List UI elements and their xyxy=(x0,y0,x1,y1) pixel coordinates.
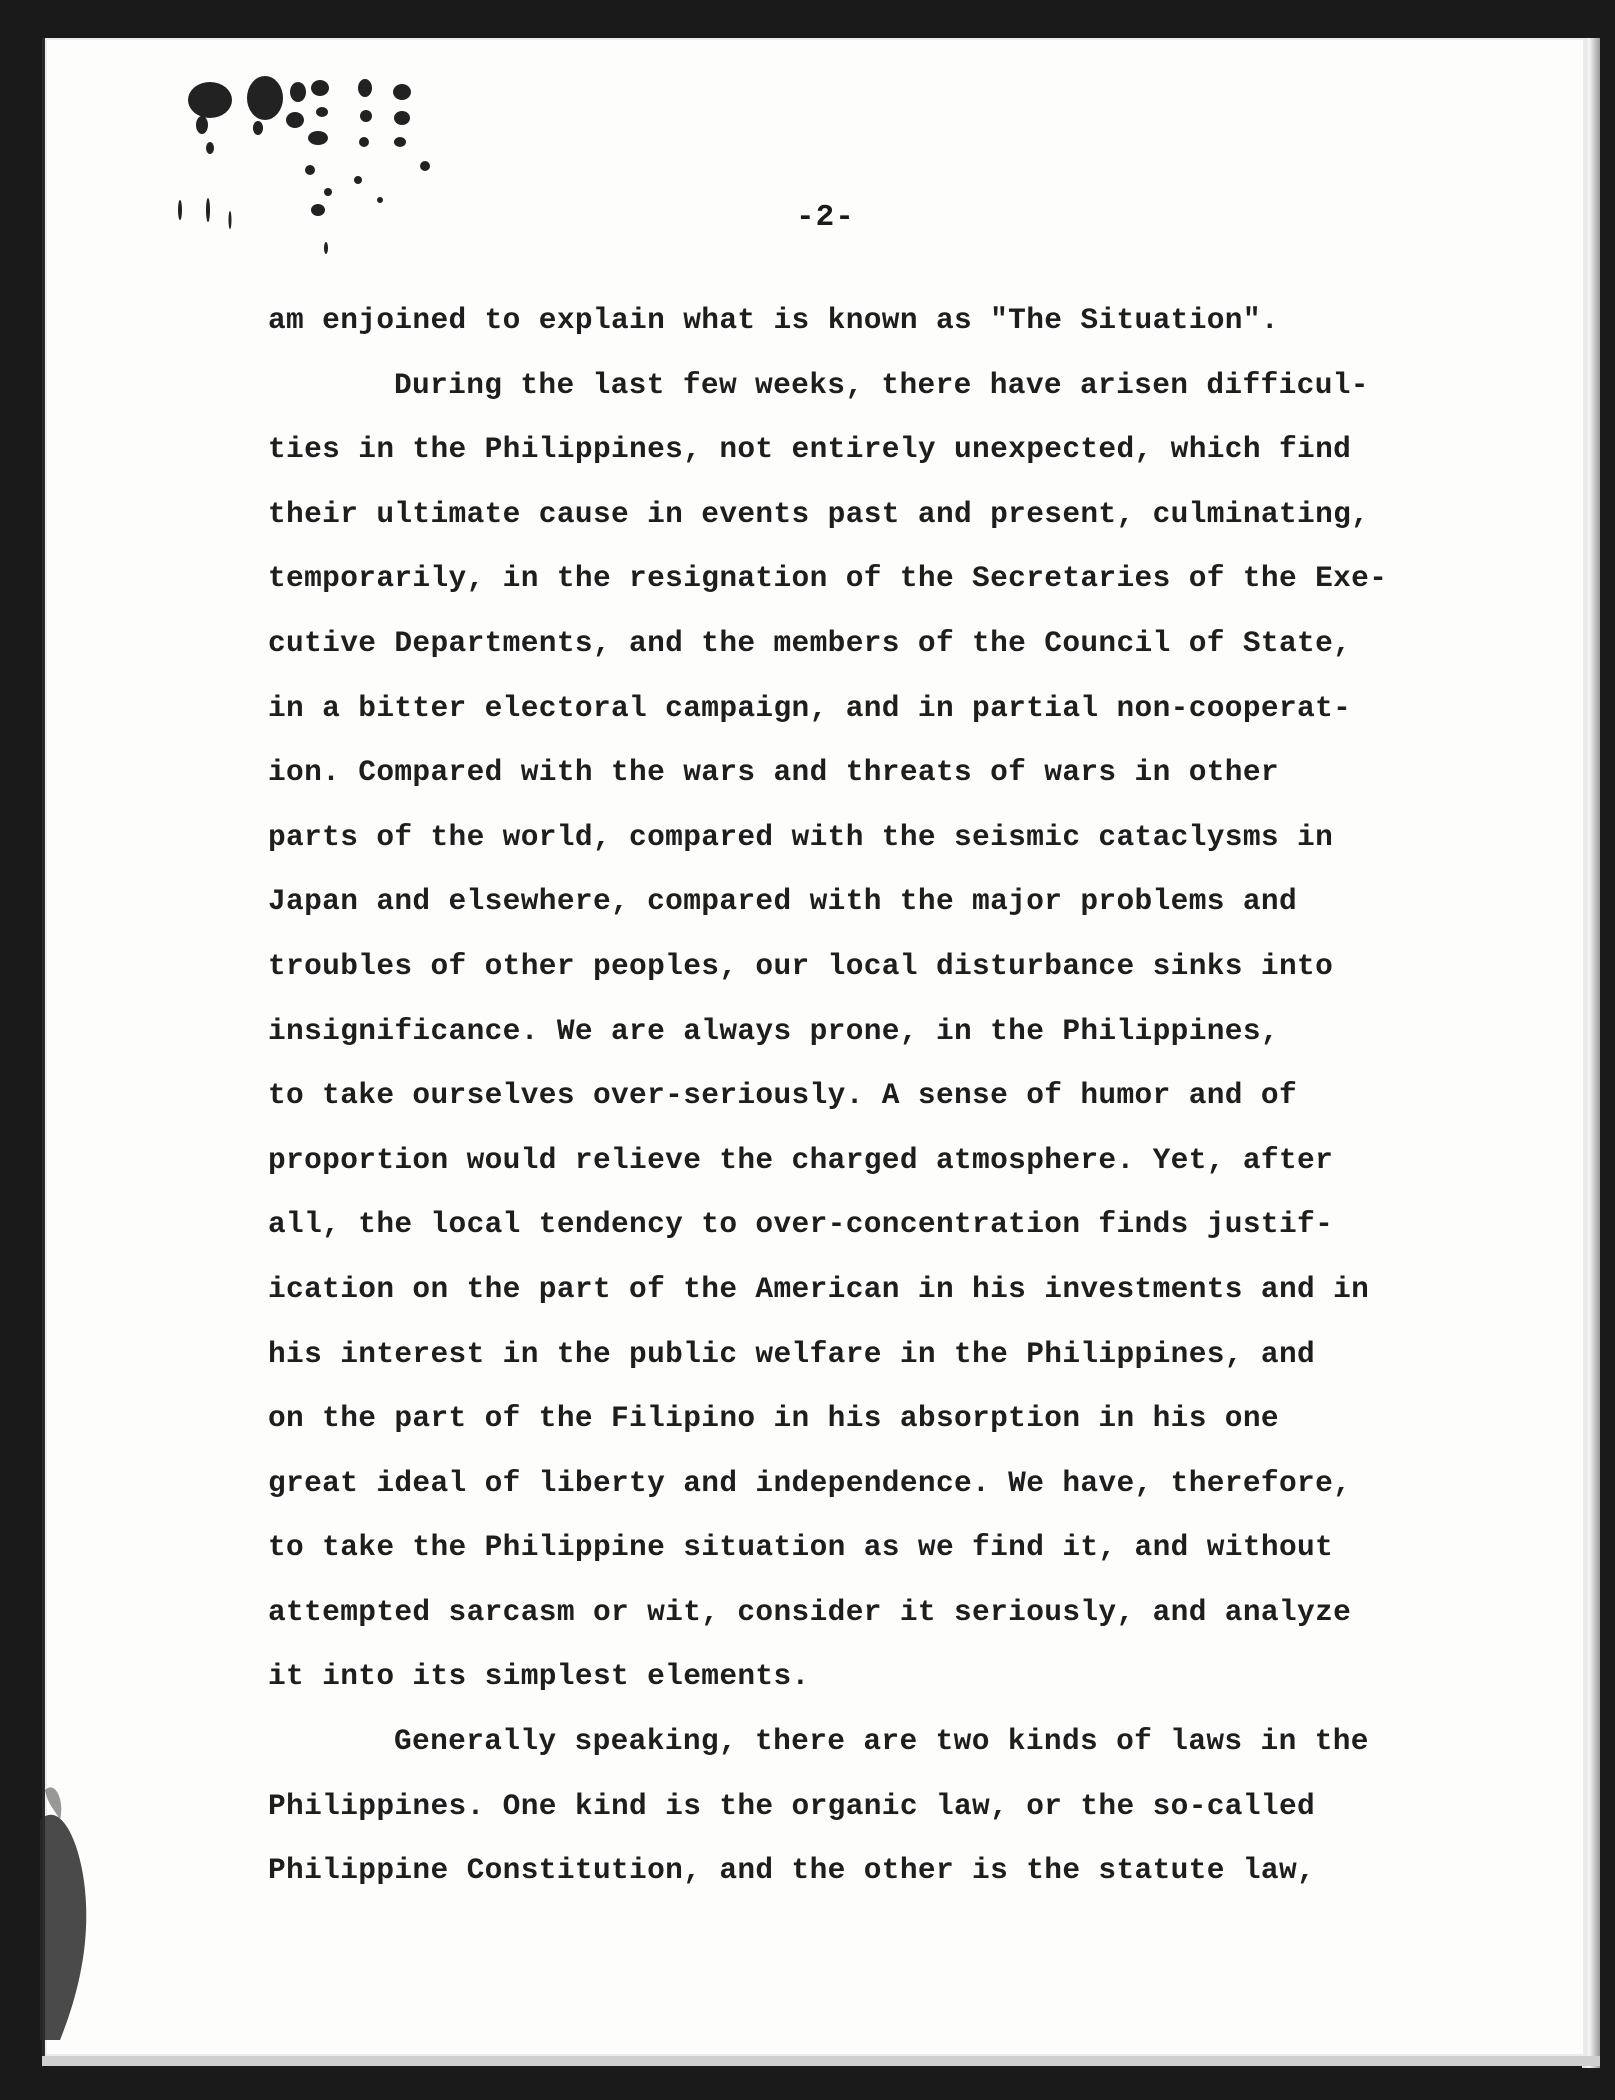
paper-edge-bottom xyxy=(42,2056,1600,2066)
text-line: ion. Compared with the wars and threats of wars in other xyxy=(268,755,1279,790)
text-line: Philippines. One kind is the organic law, or the so-called xyxy=(268,1788,1316,1823)
text-line: it into its simplest elements. xyxy=(268,1659,810,1694)
text-line: in a bitter electoral campaign, and in partial non-cooperat- xyxy=(268,690,1352,725)
text-line: all, the local tendency to over-concentration finds justif- xyxy=(268,1207,1334,1242)
text-line: Philippine Constitution, and the other is the statute law, xyxy=(268,1853,1316,1888)
text-line: Generally speaking, there are two kinds of laws in the xyxy=(394,1724,1369,1759)
page-number: -2- xyxy=(796,200,855,235)
text-line: to take ourselves over-seriously. A sense of humor and of xyxy=(268,1078,1298,1113)
body-text xyxy=(268,288,1488,1903)
text-line: During the last few weeks, there have arisen difficul- xyxy=(394,367,1369,402)
text-line: proportion would relieve the charged atmosphere. Yet, after xyxy=(268,1142,1334,1177)
text-line: parts of the world, compared with the seismic cataclysms in xyxy=(268,819,1334,854)
text-line: his interest in the public welfare in the Philippines, and xyxy=(268,1336,1316,1371)
text-line: on the part of the Filipino in his absorption in his one xyxy=(268,1401,1279,1436)
text-line: cutive Departments, and the members of the Council of State, xyxy=(268,625,1352,660)
text-line: insignificance. We are always prone, in the Philippines, xyxy=(268,1013,1279,1048)
text-line: Japan and elsewhere, compared with the major problems and xyxy=(268,884,1298,919)
text-line: troubles of other peoples, our local disturbance sinks into xyxy=(268,948,1334,983)
ink-blot-stains xyxy=(170,70,460,270)
ink-smudge xyxy=(30,1780,100,2050)
text-line: great ideal of liberty and independence. We have, therefore, xyxy=(268,1465,1352,1500)
text-line: to take the Philippine situation as we find it, and without xyxy=(268,1530,1334,1565)
text-line: am enjoined to explain what is known as "The Situation". xyxy=(268,303,1279,337)
text-line: attempted sarcasm or wit, consider it seriously, and analyze xyxy=(268,1594,1352,1629)
text-line: ication on the part of the American in his investments and in xyxy=(268,1271,1370,1306)
text-line: temporarily, in the resignation of the Secretaries of the Exe- xyxy=(268,561,1388,596)
text-line: their ultimate cause in events past and present, culminating, xyxy=(268,496,1370,531)
text-line: ties in the Philippines, not entirely unexpected, which find xyxy=(268,432,1352,467)
